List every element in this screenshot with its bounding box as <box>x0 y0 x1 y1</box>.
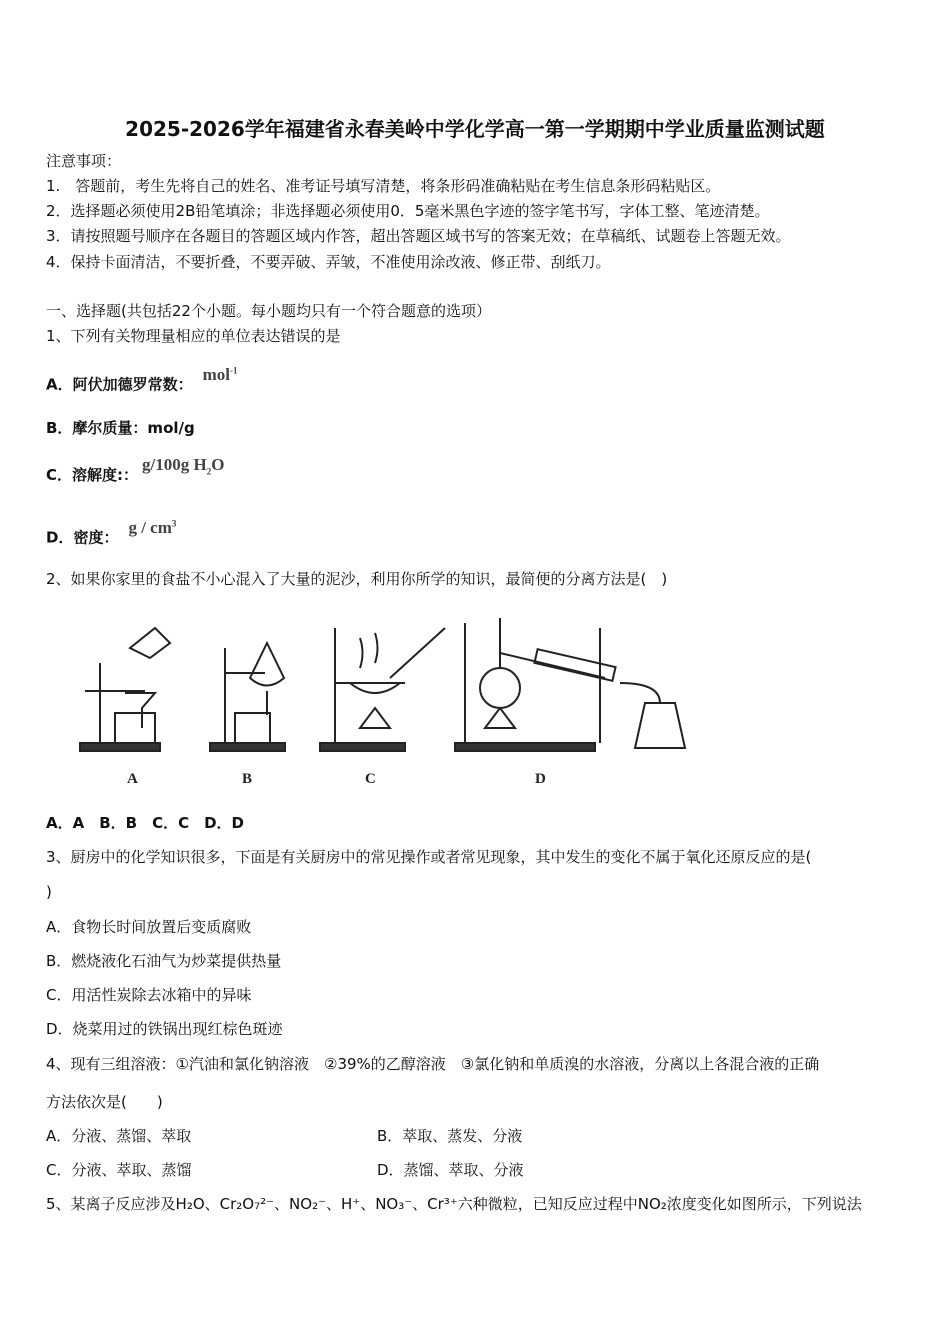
q4-option-a: A．分液、蒸馏、萃取 <box>46 1127 192 1145</box>
fig-label-a: A <box>127 771 138 787</box>
q3-option-b: B．燃烧液化石油气为炒菜提供热量 <box>46 952 282 970</box>
unit-text: g/100g H <box>142 455 207 474</box>
q1-option-d <box>46 517 177 548</box>
unit-tail: O <box>211 455 225 474</box>
option-text: C．溶解度:： <box>46 466 139 484</box>
notice-heading: 注意事项： <box>46 152 122 170</box>
unit-sup: -1 <box>230 365 238 375</box>
question-3-stem: 3、厨房中的化学知识很多，下面是有关厨房中的常见操作或者常见现象，其中发生的变化不属于氧化还原反应的是( <box>46 848 812 866</box>
notice-item: 2．选择题必须使用2B铅笔填涂；非选择题必须使用0．5毫米黑色字迹的签字笔书写，字体工整、笔迹清楚。 <box>46 202 770 220</box>
notice-item: 1. 答题前，考生先将自己的姓名、准考证号填写清楚，将条形码准确粘贴在考生信息条形码粘贴区。 <box>46 177 721 195</box>
question-1-stem: 1、下列有关物理量相应的单位表达错误的是 <box>46 327 341 345</box>
question-5-stem: 5、某离子反应涉及H₂O、Cr₂O₇²⁻、NO₂⁻、H⁺、NO₃⁻、Cr³⁺六种微粒，已知反应过程中NO₂浓度变化如图所示，下列说法 <box>46 1195 862 1213</box>
unit-sup: 3 <box>171 518 177 528</box>
apparatus-evaporation <box>320 628 445 751</box>
section-heading: 一、选择题(共包括22个小题。每小题均只有一个符合题意的选项） <box>46 302 491 320</box>
fig-label-c: C <box>365 771 376 787</box>
q1-option-b: B．摩尔质量：mol/g <box>46 419 195 437</box>
apparatus-figure <box>45 603 710 795</box>
q3-option-c: C．用活性炭除去冰箱中的异味 <box>46 986 252 1004</box>
q3-option-a: A．食物长时间放置后变质腐败 <box>46 918 252 936</box>
q4-option-d: D．蒸馏、萃取、分液 <box>377 1161 524 1179</box>
question-4-stem: 4、现有三组溶液：①汽油和氯化钠溶液 ②39%的乙醇溶液 ③氯化钠和单质溴的水溶液，分离以上各混合液的正确 <box>46 1055 820 1073</box>
notice-item: 3．请按照题号顺序在各题目的答题区域内作答，超出答题区域书写的答案无效；在草稿纸、试题卷上答题无效。 <box>46 227 791 245</box>
q1-option-a <box>46 364 238 395</box>
question-4-stem-cont: 方法依次是( ) <box>46 1093 163 1111</box>
unit-text: g / cm <box>128 517 172 537</box>
q3-option-d: D．烧菜用过的铁锅出现红棕色斑迹 <box>46 1020 283 1038</box>
notice-item: 4．保持卡面清洁，不要折叠，不要弄破、弄皱，不准使用涂改液、修正带、刮纸刀。 <box>46 253 611 271</box>
q4-option-c: C．分液、萃取、蒸馏 <box>46 1161 192 1179</box>
option-text: D．密度： <box>46 528 119 547</box>
apparatus-distillation <box>455 618 685 751</box>
apparatus-separatory-funnel <box>210 643 285 751</box>
q2-options: A．A B．B C．C D．D <box>46 814 245 832</box>
q1-option-c <box>46 455 225 491</box>
question-3-stem-cont: ) <box>46 883 52 901</box>
unit <box>142 455 225 477</box>
q4-option-b: B．萃取、蒸发、分液 <box>377 1127 523 1145</box>
fig-label-b: B <box>242 771 253 787</box>
fig-label-d: D <box>535 771 546 787</box>
apparatus-filtration <box>80 628 170 751</box>
unit-sub: 2 <box>206 466 212 477</box>
option-text: A．阿伏加德罗常数： <box>46 375 193 394</box>
question-2-stem: 2、如果你家里的食盐不小心混入了大量的泥沙，利用你所学的知识，最简便的分离方法是( ) <box>46 570 668 588</box>
unit <box>203 365 238 384</box>
page-title: 2025-2026学年福建省永春美岭中学化学高一第一学期期中学业质量监测试题 <box>125 117 825 141</box>
unit <box>128 518 176 537</box>
unit-text: mol <box>202 364 231 384</box>
